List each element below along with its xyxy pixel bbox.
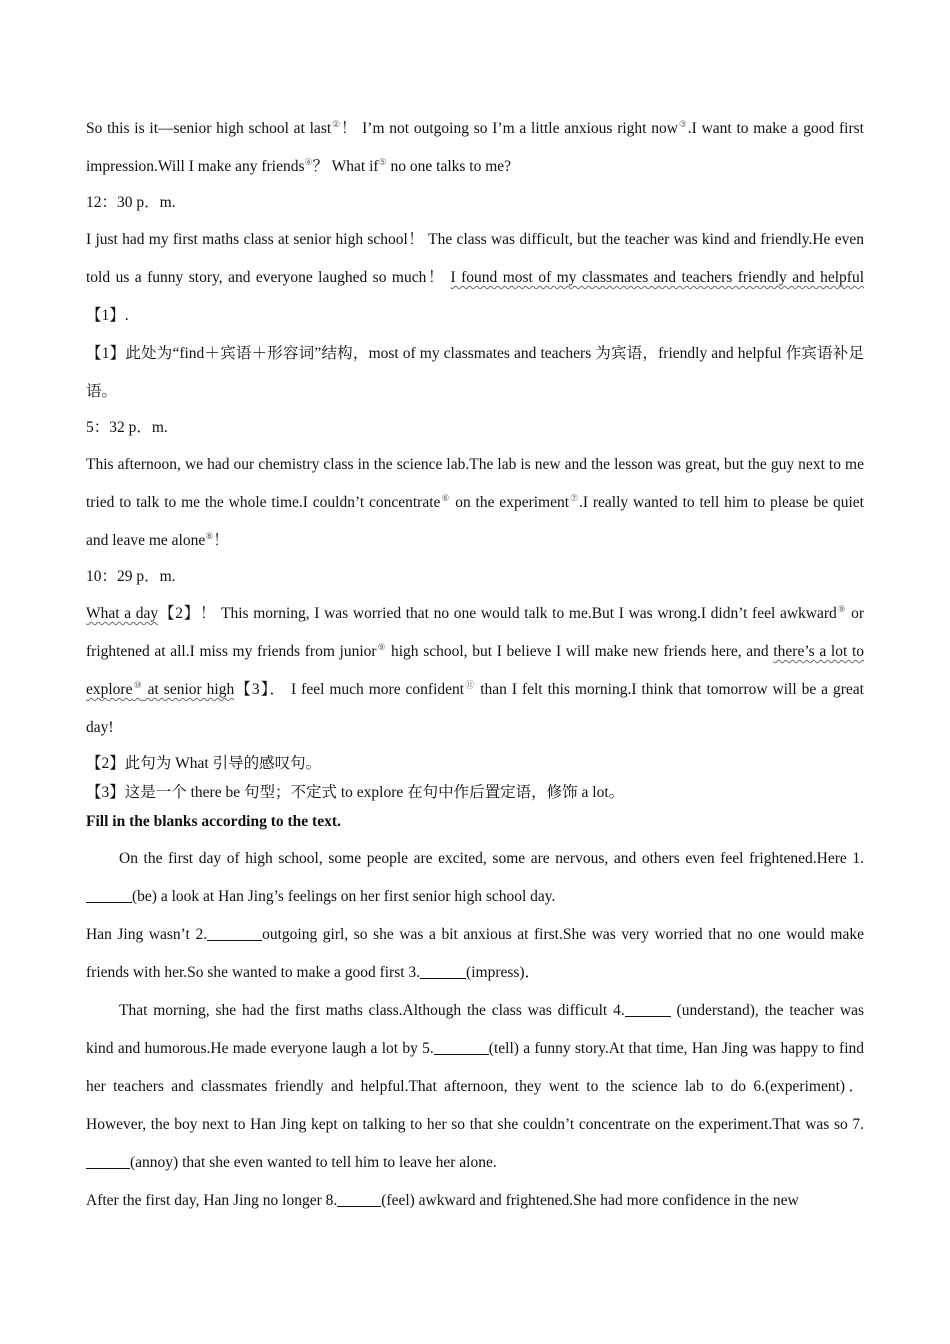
text-run: (annoy) that she even wanted to tell him to leave her alone. <box>130 1154 497 1171</box>
diary-paragraph-chemistry <box>86 446 864 560</box>
blank-5[interactable] <box>434 1039 489 1055</box>
footnote-mark: ② <box>331 119 341 129</box>
text-run: outgoing girl, so she was a bit anxious at first.She was very worried that no one would make friends with her.So she wanted to make a good first 3. <box>86 926 864 981</box>
footnote-mark: ⑪ <box>464 680 476 690</box>
text-run: .I want to make a good first impression.Will I make any friends <box>86 120 864 175</box>
text-run: (tell) a funny story.At that time, Han Jing was happy to find her teachers and classmates friendly and helpful.That afternoon, they went to the science lab to do 6. <box>86 1040 865 1095</box>
text-run: This afternoon, we had our chemistry class in the science lab.The lab is new and the lesson was great, but the guy next to me tried to talk to me the whole time.I couldn’t concentrate <box>86 456 864 511</box>
text-run: 【3】． I feel much more confident <box>234 681 465 698</box>
annotated-sentence-2: What a day <box>86 605 159 622</box>
blank-1[interactable] <box>86 887 132 903</box>
text-run: ？ What if <box>312 158 379 175</box>
text-run: (experiment)． However, the boy next to Han Jing kept on talking to her so that she couldn’t concentrate on the experiment.That was so 7. <box>86 1078 865 1133</box>
diary-paragraph-evening <box>86 595 864 747</box>
text-run: (be) a look at Han Jing’s feelings on her first senior high school day. <box>132 888 556 905</box>
footnote-mark: ⑦ <box>569 493 580 503</box>
text-run: on the experiment <box>450 494 570 511</box>
exercise-paragraph-3 <box>86 992 864 1182</box>
footnote-mark: ③ <box>677 119 688 129</box>
text-run: After the first day, Han Jing no longer 8. <box>86 1192 338 1209</box>
annotated-sentence-1: I found most of my classmates and teachers friendly and helpful <box>450 269 864 286</box>
exercise-heading: Fill in the blanks according to the text. <box>86 813 341 830</box>
footnote-mark: ⑥ <box>440 493 451 503</box>
diary-time-1: 12：30 p．m. <box>86 194 176 211</box>
blank-7[interactable] <box>86 1153 130 1169</box>
text-run: there’s a lot to explore <box>86 643 865 698</box>
annotation-note-1: 【1】此处为“find＋宾语＋形容词”结构，most of my classmates and teachers 为宾语，friendly and helpful 作宾语补足语。 <box>86 345 864 400</box>
exercise-paragraph-1 <box>86 840 864 916</box>
diary-time-2: 5：32 p．m. <box>86 419 168 436</box>
footnote-mark: ④ <box>304 157 313 167</box>
annotation-note-3: 【3】这是一个 there be 句型；不定式 to explore 在句中作后置定语，修饰 a lot。 <box>86 784 625 801</box>
exercise-paragraph-4 <box>86 1182 864 1220</box>
text-run: (feel) awkward and frightened.She had more confidence in the new <box>381 1192 799 1209</box>
text-run: high school, but I believe I will make new friends here, and <box>386 643 774 660</box>
document-page <box>86 110 864 1220</box>
diary-paragraph-morning <box>86 110 864 186</box>
blank-2[interactable] <box>207 925 262 941</box>
footnote-mark: ⑨ <box>836 604 847 614</box>
footnote-mark: ⑧ <box>205 531 214 541</box>
text-run: .I really wanted to tell him to please be quiet and leave me alone <box>86 494 864 549</box>
text-run: Han Jing wasn’t 2. <box>86 926 208 943</box>
footnote-mark: ⑨ <box>376 642 387 652</box>
annotation-ref-1: 【1】. <box>86 307 129 324</box>
diary-paragraph-maths <box>86 221 864 335</box>
text-run: (impress)． <box>466 964 541 981</box>
blank-4[interactable] <box>625 1001 671 1017</box>
text-run: 【2】！ This morning, I was worried that no one would talk to me.But I was wrong.I didn’t feel awkward <box>158 605 837 622</box>
text-run: On the first day of high school, some people are excited, some are nervous, and others even feel frightened.Here 1. <box>119 850 864 867</box>
text-run: no one talks to me? <box>386 158 512 175</box>
exercise-paragraph-2 <box>86 916 864 992</box>
text-run: ！ <box>213 532 229 549</box>
text-run: ！ I’m not outgoing so I’m a little anxious right now <box>341 120 678 137</box>
text-run: I just had my first maths class at senior high school！ The class was difficult, but the teacher was kind and friendly.He even told us a funny story, and everyone laughed so much！ <box>86 231 864 286</box>
annotation-note-2: 【2】此句为 What 引导的感叹句。 <box>86 755 322 772</box>
footnote-mark: ⑤ <box>378 157 387 167</box>
text-run: or frightened at all.I miss my friends from junior <box>86 605 864 660</box>
text-run: at senior high <box>142 681 235 698</box>
text-run: (understand), the teacher was kind and humorous.He made everyone laugh a lot by 5. <box>86 1002 864 1057</box>
text-run: than I felt this morning.I think that tomorrow will be a great day! <box>86 681 864 736</box>
blank-3[interactable] <box>420 963 466 979</box>
text-run: That morning, she had the first maths class.Although the class was difficult 4. <box>119 1002 625 1019</box>
blank-8[interactable] <box>337 1191 381 1207</box>
diary-time-3: 10：29 p．m. <box>86 568 176 585</box>
text-run: So this is it—senior high school at last <box>86 120 332 137</box>
footnote-mark: ⑩ <box>132 680 143 690</box>
